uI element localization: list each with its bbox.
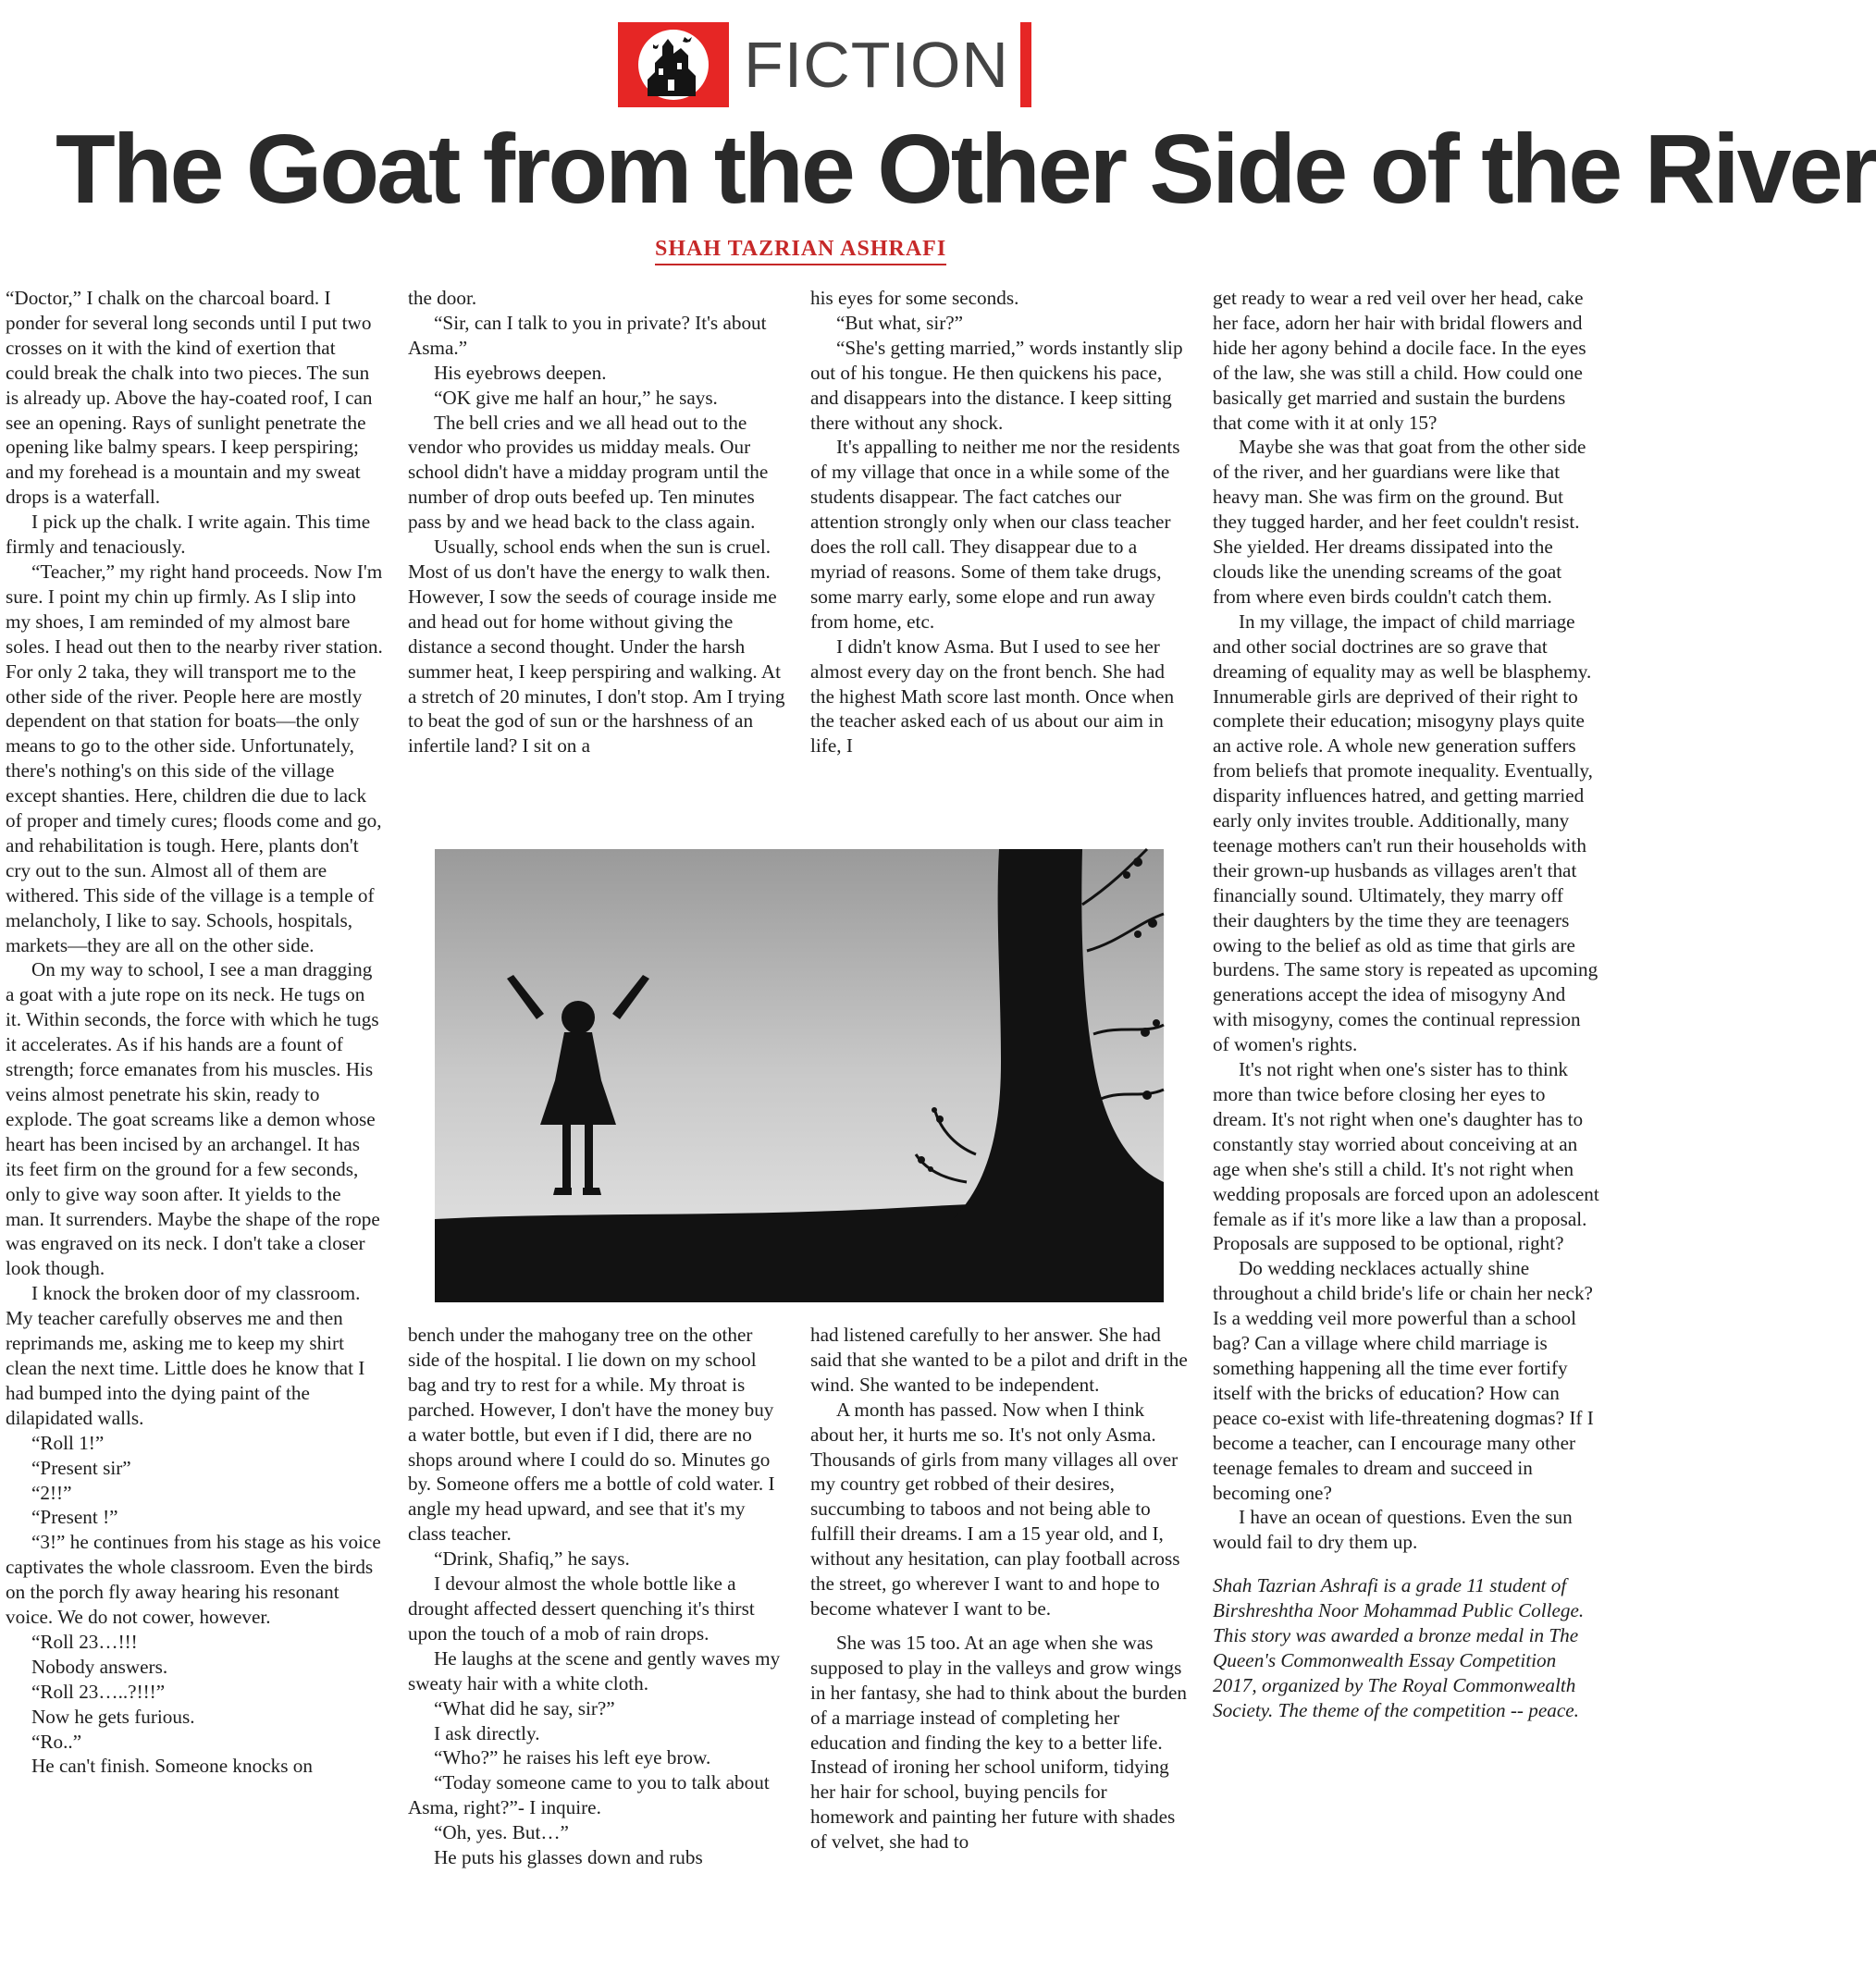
paragraph: “Doctor,” I chalk on the charcoal board. I ponder for several long seconds until I put two crosses on it with the kind of exertion that could break the chalk into two pieces. The sun is already up. Above the hay-coated roof, I can see an opening. Rays of sunlight penetrate the opening like balmy spears. I keep perspiring; and my forehead is a mountain and my sweat drops is a waterfall. bbox=[6, 287, 373, 509]
paragraph: A month has passed. Now when I think about her, it hurts me so. It's not only Asma. Thousands of girls from many villages all over my country get robbed of their desires, succumbing to taboos and not being able to fulfill their dreams. I am a 15 year old, and I, without any hesitation, can play football across the street, go wherever I want to and hope to become whatever I want to be. bbox=[810, 1398, 1180, 1620]
paragraph: bench under the mahogany tree on the other side of the hospital. I lie down on my school bag and try to rest for a while. My throat is parched. However, I don't have the money buy a water bottle, but even if I did, there are no shops around where I could do so. Minutes go by. Someone offers me a bottle of cold water. I angle my head upward, and see that it's my class teacher. bbox=[408, 1324, 775, 1546]
paragraph: His eyebrows deepen. bbox=[434, 361, 607, 384]
paragraph: It's appalling to neither me nor the residents of my village that once in a while some of the students disappear. The fact catches our attention strongly only when our class teacher does the roll call. They disappear due to a myriad of reasons. Some of them take drugs, some marry early, some elope and run away from home, etc. bbox=[810, 436, 1180, 633]
article-byline: SHAH TAZRIAN ASHRAFI bbox=[655, 237, 946, 265]
paragraph: Do wedding necklaces actually shine throughout a child bride's life or chain her neck? Is a wedding veil more powerful than a school bag? Can a village where child marriage is something happening all the time ever fortify itself with the bricks of education? How can peace co-exist with life-threatening dogmas? If I become a teacher, can I encourage many other teenage females to dream and succeed in becoming one? bbox=[1213, 1257, 1594, 1504]
column-3-bottom bbox=[810, 1323, 1188, 1855]
paragraph: “Today someone came to you to talk about Asma, right?”- I inquire. bbox=[408, 1771, 770, 1819]
paragraph: He puts his glasses down and rubs bbox=[434, 1846, 703, 1869]
paragraph: Usually, school ends when the sun is cruel. Most of us don't have the energy to walk then. However, I sow the seeds of courage inside me and head out for home without giving the distance a second thought. Under the harsh summer heat, I keep perspiring and walking. At a stretch of 20 minutes, I don't stop. Am I trying to beat the god of sun or the harshness of an infertile land? I sit on a bbox=[408, 536, 785, 758]
paragraph: Nobody answers. bbox=[31, 1655, 168, 1678]
column-3-top bbox=[810, 286, 1188, 758]
paragraph: had listened carefully to her answer. She had said that she wanted to be a pilot and drift in the wind. She wanted to be independent. bbox=[810, 1324, 1188, 1396]
paragraph: “OK give me half an hour,” he says. bbox=[434, 386, 718, 409]
paragraph: “Roll 23…..?!!!” bbox=[31, 1680, 166, 1703]
paragraph: Now he gets furious. bbox=[31, 1705, 195, 1728]
paragraph: “Roll 1!” bbox=[31, 1431, 105, 1454]
paragraph: “Present sir” bbox=[31, 1456, 131, 1479]
column-4 bbox=[1213, 286, 1599, 1723]
column-2-top bbox=[408, 286, 785, 758]
column-1 bbox=[6, 286, 383, 1779]
paragraph: I didn't know Asma. But I used to see her almost every day on the front bench. She had the highest Math score last month. Once when the teacher asked each of us about our aim in life, I bbox=[810, 635, 1175, 758]
section-tag bbox=[618, 22, 1031, 107]
haunted-house-icon bbox=[635, 26, 712, 104]
paragraph: “Sir, can I talk to you in private? It's about Asma.” bbox=[408, 311, 767, 359]
section-tag-box bbox=[618, 22, 729, 107]
paragraph: He can't finish. Someone knocks on bbox=[31, 1755, 313, 1778]
paragraph: She was 15 too. At an age when she was supposed to play in the valleys and grow wings in her fantasy, she had to think about the burden of a marriage instead of completing her education and finding the key to a better life. Instead of ironing her school uniform, tidying her hair for school, buying pencils for homework and painting her future with shades of velvet, she had to bbox=[810, 1631, 1187, 1854]
paragraph: “What did he say, sir?” bbox=[434, 1696, 615, 1719]
paragraph: On my way to school, I see a man dragging a goat with a jute rope on its neck. He tugs on it. Within seconds, the force with which he tugs it accelerates. As if his hands are a fount of strength; force emanates from his muscles. His veins almost penetrate his skin, ready to explode. The goat screams like a demon whose heart has been incised by an archangel. It has its feet firm on the ground for a few seconds, only to give way soon after. It yields to the man. It surrenders. Maybe the shape of the rope was engraved on its neck. I don't take a closer look though. bbox=[6, 958, 380, 1280]
author-bio: Shah Tazrian Ashrafi is a grade 11 student of Birshreshtha Noor Mohammad Public College. This story was awarded a bronze medal in The Queen's Commonwealth Essay Competition 2017, organized by The Royal Commonwealth Society. The theme of the competition -- peace. bbox=[1213, 1574, 1585, 1721]
paragraph: “Ro..” bbox=[31, 1730, 82, 1753]
article-headline: The Goat from the Other Side of the River bbox=[56, 115, 1876, 224]
paragraph: I pick up the chalk. I write again. This time firmly and tenaciously. bbox=[6, 511, 371, 559]
paragraph: Maybe she was that goat from the other side of the river, and her guardians were like that heavy man. She was firm on the ground. But they tugged harder, and her feet couldn't resist. She yielded. Her dreams dissipated into the clouds like the unending screams of the goat from where even birds couldn't catch them. bbox=[1213, 436, 1586, 608]
paragraph: “She's getting married,” words instantly slip out of his tongue. He then quickens his pace, and disappears into the distance. I keep sitting there without any shock. bbox=[810, 336, 1183, 434]
paragraph: “Roll 23…!!! bbox=[31, 1630, 138, 1653]
paragraph: his eyes for some seconds. bbox=[810, 287, 1019, 309]
paragraph: “Present !” bbox=[31, 1506, 118, 1529]
paragraph: I have an ocean of questions. Even the sun would fail to dry them up. bbox=[1213, 1506, 1573, 1554]
paragraph: “But what, sir?” bbox=[836, 311, 964, 334]
paragraph: The bell cries and we all head out to the vendor who provides us midday meals. Our school didn't have a midday program until the number of drop outs beefed up. Ten minutes pass by and we head back to the class again. bbox=[408, 411, 769, 534]
paragraph: He laughs at the scene and gently waves my sweaty hair with a white cloth. bbox=[408, 1646, 781, 1695]
column-2-bottom bbox=[408, 1323, 785, 1870]
paragraph: It's not right when one's sister has to think more than twice before closing her eyes to dream. It's not right when one's daughter has to constantly stay worried about conceiving at an age when she's still a child. It's not right when wedding proposals are forced upon an adolescent female as if it's more like a law than a proposal. Proposals are supposed to be optional, right? bbox=[1213, 1058, 1599, 1255]
paragraph: “2!!” bbox=[31, 1481, 72, 1504]
paragraph: I ask directly. bbox=[434, 1721, 540, 1744]
section-label: FICTION bbox=[744, 29, 1009, 101]
paragraph: “3!” he continues from his stage as his voice captivates the whole classroom. Even the birds on the porch fly away hearing his resonant voice. We do not cower, however. bbox=[6, 1531, 381, 1629]
paragraph: I knock the broken door of my classroom. My teacher carefully observes me and then reprimands me, asking me to keep my shirt clean the next time. Little does he know that I had bumped into the dying paint of the dilapidated walls. bbox=[6, 1282, 365, 1429]
paragraph: “Who?” he raises his left eye brow. bbox=[434, 1746, 711, 1769]
paragraph: “Teacher,” my right hand proceeds. Now I'm sure. I point my chin up firmly. As I slip into my shoes, I am reminded of my almost bare soles. I head out then to the nearby river station. For only 2 taka, they will transport me to the other side of the river. People here are mostly dependent on that station for boats—the only means to go to the other side. Unfortunately, there's nothing's on this side of the village except shanties. Here, children die due to lack of proper and timely cures; floods come and go, and rehabilitation is tough. Here, plants don't cry out to the sun. Almost all of them are withered. This side of the village is a temple of melancholy, I like to say. Schools, hospitals, markets—they are all on the other side. bbox=[6, 560, 383, 956]
section-accent-bar bbox=[1020, 22, 1031, 107]
paragraph: get ready to wear a red veil over her head, cake her face, adorn her hair with bridal flowers and hide her agony behind a docile face. In the eyes of the law, she was still a child. How could one basically get married and sustain the burdens that come with it at only 15? bbox=[1213, 287, 1586, 434]
paragraph: “Oh, yes. But…” bbox=[434, 1821, 569, 1844]
paragraph: I devour almost the whole bottle like a drought affected dessert quenching it's thirst upon the touch of a mob of rain drops. bbox=[408, 1572, 755, 1645]
paragraph: the door. bbox=[408, 287, 477, 309]
silhouette-girl-tree-image bbox=[435, 849, 1164, 1302]
paragraph: In my village, the impact of child marriage and other social doctrines are so grave that dreaming of equality may as well be blasphemy. Innumerable girls are deprived of their right to complete their education; misogyny plays quite an active role. A whole new generation suffers from beliefs that promote inequality. Eventually, disparity influences hatred, and getting married early only invites trouble. Additionally, many teenage mothers can't run their households with their grown-up husbands as villages aren't that financially sound. Ultimately, they marry off their daughters by the time they are teenagers owing to the belief as old as time that girls are burdens. The same story is repeated as upcoming generations accept the idea of misogyny And with misogyny, comes the continual repression of women's rights. bbox=[1213, 610, 1598, 1056]
paragraph: “Drink, Shafiq,” he says. bbox=[434, 1547, 630, 1571]
